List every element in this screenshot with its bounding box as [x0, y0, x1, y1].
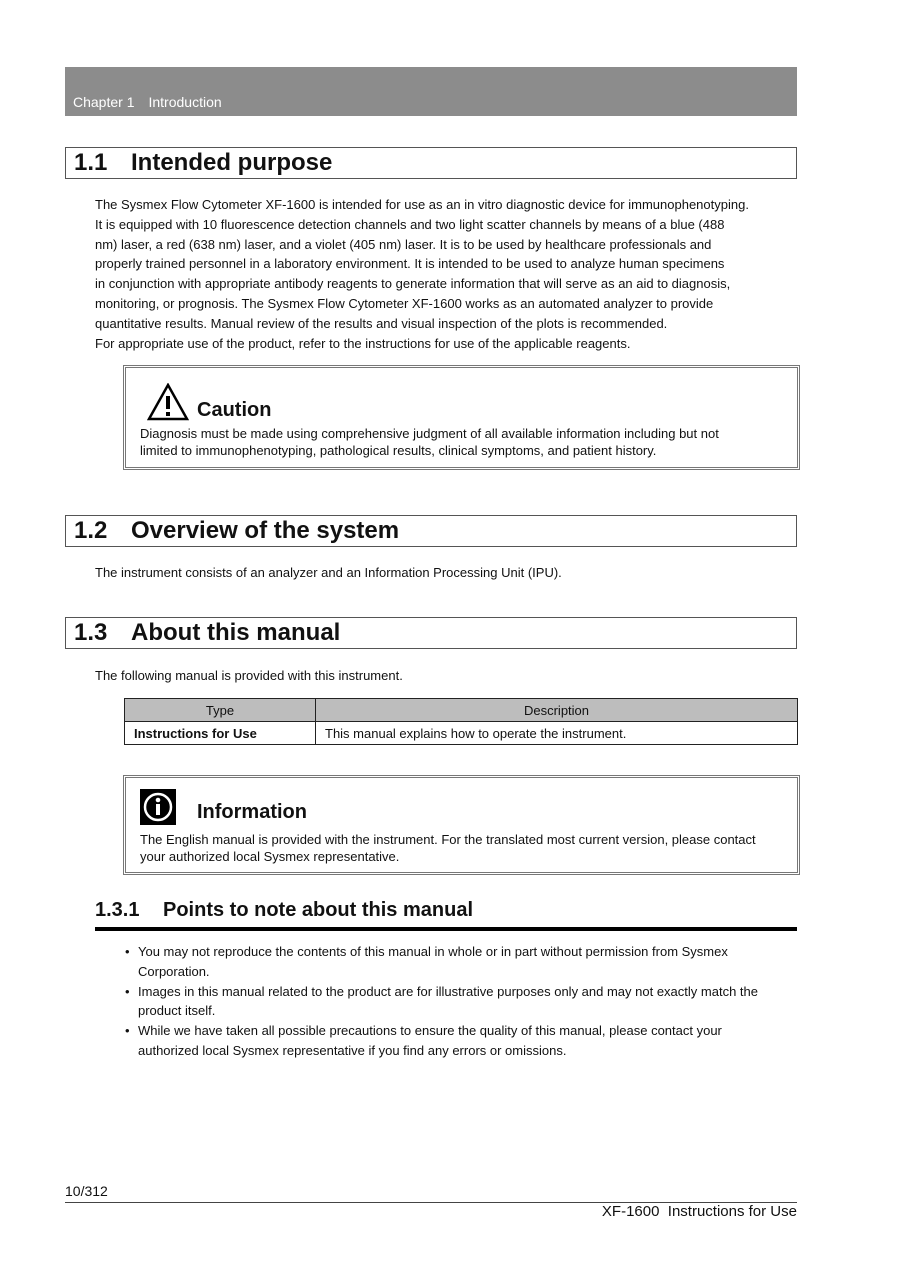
document-title: XF-1600 Instructions for Use: [601, 1203, 797, 1220]
subsection-heading-points-to-note: [95, 897, 797, 931]
paragraph-line: quantitative results. Manual review of the results and visual inspection of the plots is recommended.: [95, 315, 668, 331]
section-title: Intended purpose: [131, 149, 333, 176]
list-item-line: • Images in this manual related to the product are for illustrative purposes only and may not exactly match the: [138, 983, 758, 999]
column-header-type: Type: [125, 699, 316, 722]
section-title: Overview of the system: [131, 517, 400, 544]
section-number: 1.2: [74, 517, 108, 544]
caution-line: Diagnosis must be made using comprehensive judgment of all available information including but not: [140, 426, 719, 441]
list-item-line: • You may not reproduce the contents of this manual in whole or in part without permission from Sysmex: [138, 944, 728, 959]
section-title: About this manual: [131, 619, 341, 646]
chapter-title: Introduction: [148, 94, 222, 110]
caution-line: limited to immunophenotyping, pathological results, clinical symptoms, and patient history.: [140, 442, 657, 458]
intended-purpose-text: [95, 195, 795, 353]
list-item: [125, 942, 797, 982]
list-item-line: product itself.: [138, 1003, 216, 1019]
paragraph-line: It is equipped with 10 fluorescence detection channels and two light scatter channels by means of a blue (488: [95, 216, 725, 232]
list-item: [125, 982, 797, 1022]
paragraph-line: For appropriate use of the product, refer to the instructions for use of the applicable reagents.: [95, 335, 631, 351]
information-line: The English manual is provided with the instrument. For the translated most current version, please contact: [140, 832, 756, 847]
information-title: Information: [197, 801, 307, 823]
page-number: 10/312: [65, 1183, 108, 1199]
warning-triangle-icon: [147, 383, 189, 421]
section-heading-intended-purpose: [65, 147, 797, 179]
list-item: [125, 1021, 797, 1061]
caution-box: [123, 365, 800, 470]
subsection-number: 1.3.1: [95, 899, 140, 921]
section-number: 1.3: [74, 619, 108, 646]
cell-type: Instructions for Use: [125, 722, 316, 745]
paragraph-line: properly trained personnel in a laboratory environment. It is intended to be used to analyze human specimens: [95, 256, 725, 272]
section-number: 1.1: [74, 149, 108, 176]
section-heading-about-manual: [65, 617, 797, 649]
list-item-line: authorized local Sysmex representative if you find any errors or omissions.: [138, 1042, 567, 1058]
information-text: [140, 832, 795, 865]
paragraph-line: in conjunction with appropriate antibody reagents to generate information that will serve as an aid to diagnosis,: [95, 276, 731, 292]
manual-table: [124, 698, 798, 745]
information-box: [123, 775, 800, 875]
overview-text: The instrument consists of an analyzer and an Information Processing Unit (IPU).: [95, 565, 562, 580]
section-heading-overview: [65, 515, 797, 547]
table-header-row: [125, 699, 798, 722]
subsection-title: Points to note about this manual: [163, 899, 473, 921]
caution-title: Caution: [197, 399, 272, 421]
cell-description: This manual explains how to operate the instrument.: [316, 722, 798, 745]
column-header-description: Description: [316, 699, 798, 722]
paragraph-line: The Sysmex Flow Cytometer XF-1600 is intended for use as an in vitro diagnostic device for immunophenotyping.: [95, 197, 749, 212]
chapter-header-bar: [65, 67, 797, 116]
info-icon: [140, 789, 176, 825]
about-manual-intro: The following manual is provided with this instrument.: [95, 668, 403, 683]
chapter-number: Chapter 1: [73, 94, 135, 110]
information-line: your authorized local Sysmex representative.: [140, 848, 400, 864]
table-row: [125, 722, 798, 745]
points-list: [125, 942, 797, 1061]
list-item-line: • While we have taken all possible precautions to ensure the quality of this manual, please contact your: [138, 1023, 722, 1039]
paragraph-line: monitoring, or prognosis. The Sysmex Flow Cytometer XF-1600 works as an automated analyzer to provide: [95, 295, 714, 311]
paragraph-line: nm) laser, a red (638 nm) laser, and a violet (405 nm) laser. It is to be used by healthcare professionals and: [95, 236, 712, 252]
list-item-line: Corporation.: [138, 963, 210, 979]
caution-text: [140, 426, 790, 459]
